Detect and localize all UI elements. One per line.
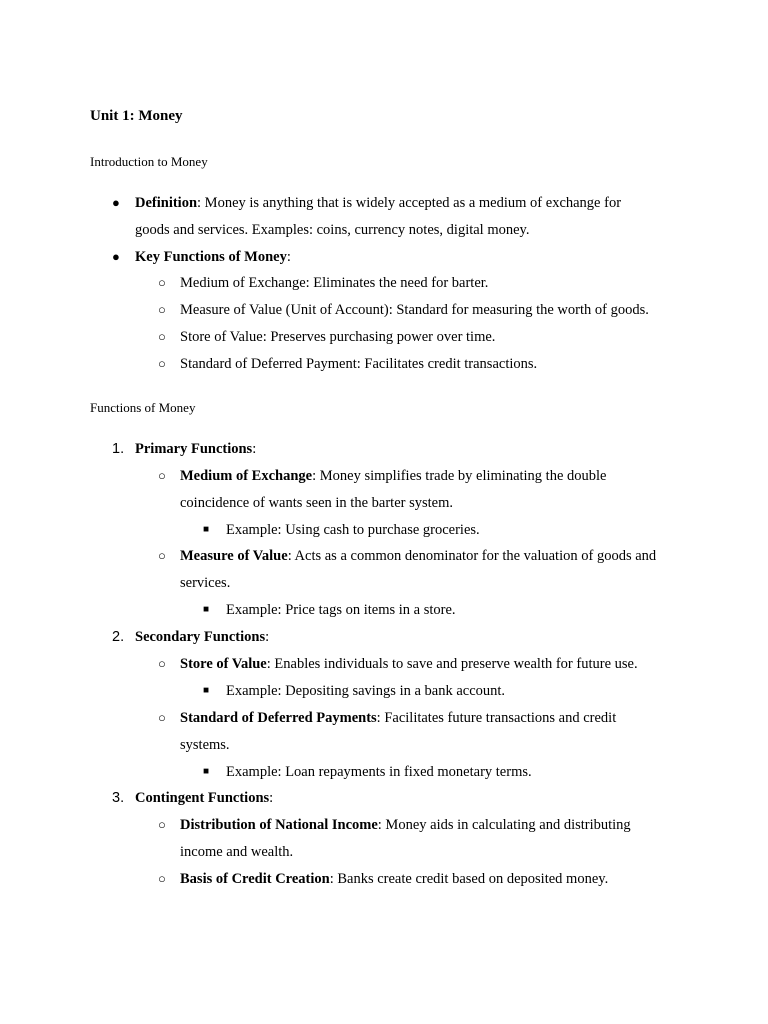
store-line1: Store of Value: Enables individuals to save and preserve wealth for future use. <box>180 656 638 672</box>
distribution-line1: Distribution of National Income: Money aids in calculating and distributing <box>180 817 631 833</box>
measure-line1: Measure of Value: Acts as a common denominator for the valuation of goods and <box>180 548 657 564</box>
bullet-circle-icon: ○ <box>158 871 166 886</box>
key-functions-heading: Key Functions of Money: <box>135 249 291 265</box>
definition-line1: Definition: Money is anything that is widely accepted as a medium of exchange for <box>135 195 622 211</box>
bullet-disc-icon: ● <box>112 195 120 210</box>
deferred-example: Example: Loan repayments in fixed monetary terms. <box>226 764 532 780</box>
key-function-item: Measure of Value (Unit of Account): Standard for measuring the worth of goods. <box>180 302 649 318</box>
bullet-square-icon: ■ <box>203 604 210 615</box>
store-example: Example: Depositing savings in a bank account. <box>226 683 506 699</box>
credit-line1: Basis of Credit Creation: Banks create credit based on deposited money. <box>180 871 609 887</box>
bullet-square-icon: ■ <box>203 524 210 535</box>
page-title: Unit 1: Money <box>90 108 183 124</box>
list-number: 2. <box>112 629 125 645</box>
bullet-circle-icon: ○ <box>158 356 166 371</box>
exchange-example: Example: Using cash to purchase groceries. <box>226 522 480 538</box>
bullet-disc-icon: ● <box>112 249 120 264</box>
definition-line2: goods and services. Examples: coins, currency notes, digital money. <box>135 222 530 238</box>
measure-example: Example: Price tags on items in a store. <box>226 602 456 618</box>
bullet-circle-icon: ○ <box>158 710 166 725</box>
secondary-functions-heading: Secondary Functions: <box>135 629 270 645</box>
bullet-circle-icon: ○ <box>158 329 166 344</box>
key-function-item: Store of Value: Preserves purchasing power over time. <box>180 329 496 345</box>
bullet-circle-icon: ○ <box>158 656 166 671</box>
functions-heading: Functions of Money <box>90 400 196 415</box>
intro-heading: Introduction to Money <box>90 154 208 169</box>
key-function-item: Standard of Deferred Payment: Facilitates credit transactions. <box>180 356 538 372</box>
definition-label: Definition <box>135 195 198 211</box>
key-function-item: Medium of Exchange: Eliminates the need for barter. <box>180 275 489 291</box>
contingent-functions-heading: Contingent Functions: <box>135 790 274 806</box>
bullet-circle-icon: ○ <box>158 548 166 563</box>
measure-line2: services. <box>180 575 231 591</box>
primary-functions-heading: Primary Functions: <box>135 441 257 457</box>
bullet-circle-icon: ○ <box>158 817 166 832</box>
bullet-square-icon: ■ <box>203 685 210 696</box>
bullet-circle-icon: ○ <box>158 468 166 483</box>
exchange-line2: coincidence of wants seen in the barter system. <box>180 495 453 511</box>
bullet-circle-icon: ○ <box>158 302 166 317</box>
exchange-line1: Medium of Exchange: Money simplifies trade by eliminating the double <box>180 468 607 484</box>
deferred-line2: systems. <box>180 737 230 753</box>
bullet-circle-icon: ○ <box>158 275 166 290</box>
deferred-line1: Standard of Deferred Payments: Facilitates future transactions and credit <box>180 710 617 726</box>
bullet-square-icon: ■ <box>203 766 210 777</box>
list-number: 3. <box>112 790 125 806</box>
list-number: 1. <box>112 441 125 457</box>
distribution-line2: income and wealth. <box>180 844 294 860</box>
